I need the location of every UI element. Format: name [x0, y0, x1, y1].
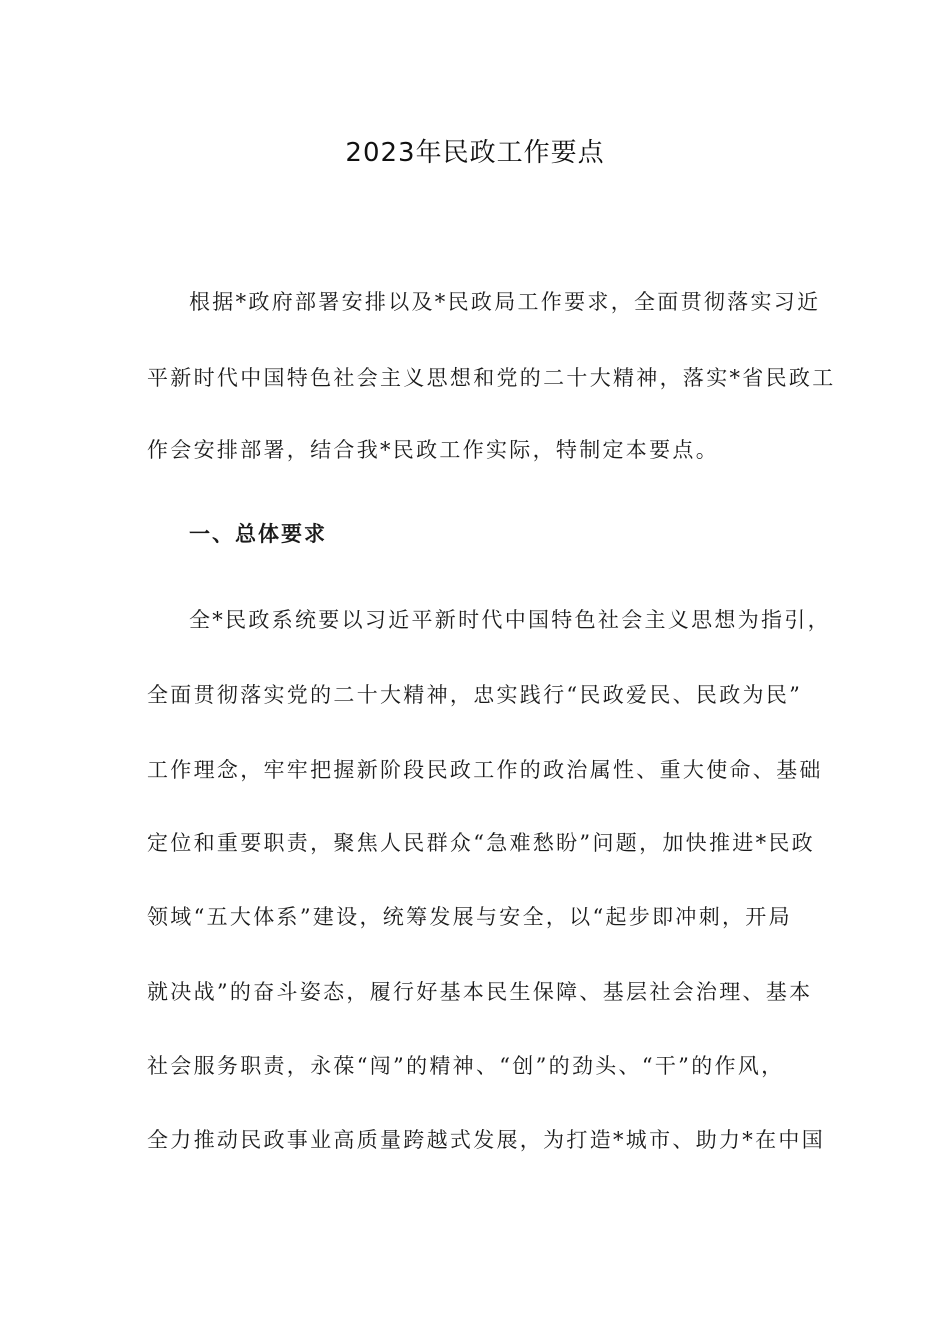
- section-line-7: 社会服务职责，永葆“闯”的精神、“创”的劲头、“干”的作风，: [147, 1054, 785, 1078]
- intro-line-2: 平新时代中国特色社会主义思想和党的二十大精神，落实*省民政工: [147, 366, 836, 390]
- section-line-1: 全*民政系统要以习近平新时代中国特色社会主义思想为指引，: [189, 608, 831, 632]
- section-line-2: 全面贯彻落实党的二十大精神，忠实践行“民政爱民、民政为民”: [147, 683, 803, 707]
- document-title: 2023年民政工作要点: [345, 138, 605, 168]
- section-heading: 一、总体要求: [189, 522, 327, 546]
- section-line-4: 定位和重要职责，聚焦人民群众“急难愁盼”问题，加快推进*民政: [147, 831, 815, 855]
- section-line-8: 全力推动民政事业高质量跨越式发展，为打造*城市、助力*在中国: [147, 1128, 825, 1152]
- section-line-6: 就决战”的奋斗姿态，履行好基本民生保障、基层社会治理、基本: [147, 980, 813, 1004]
- section-line-5: 领域“五大体系”建设，统筹发展与安全，以“起步即冲刺，开局: [147, 905, 792, 929]
- intro-line-3: 作会安排部署，结合我*民政工作实际，特制定本要点。: [147, 438, 719, 462]
- section-line-3: 工作理念，牢牢把握新阶段民政工作的政治属性、重大使命、基础: [147, 758, 823, 782]
- intro-line-1: 根据*政府部署安排以及*民政局工作要求，全面贯彻落实习近: [189, 290, 821, 314]
